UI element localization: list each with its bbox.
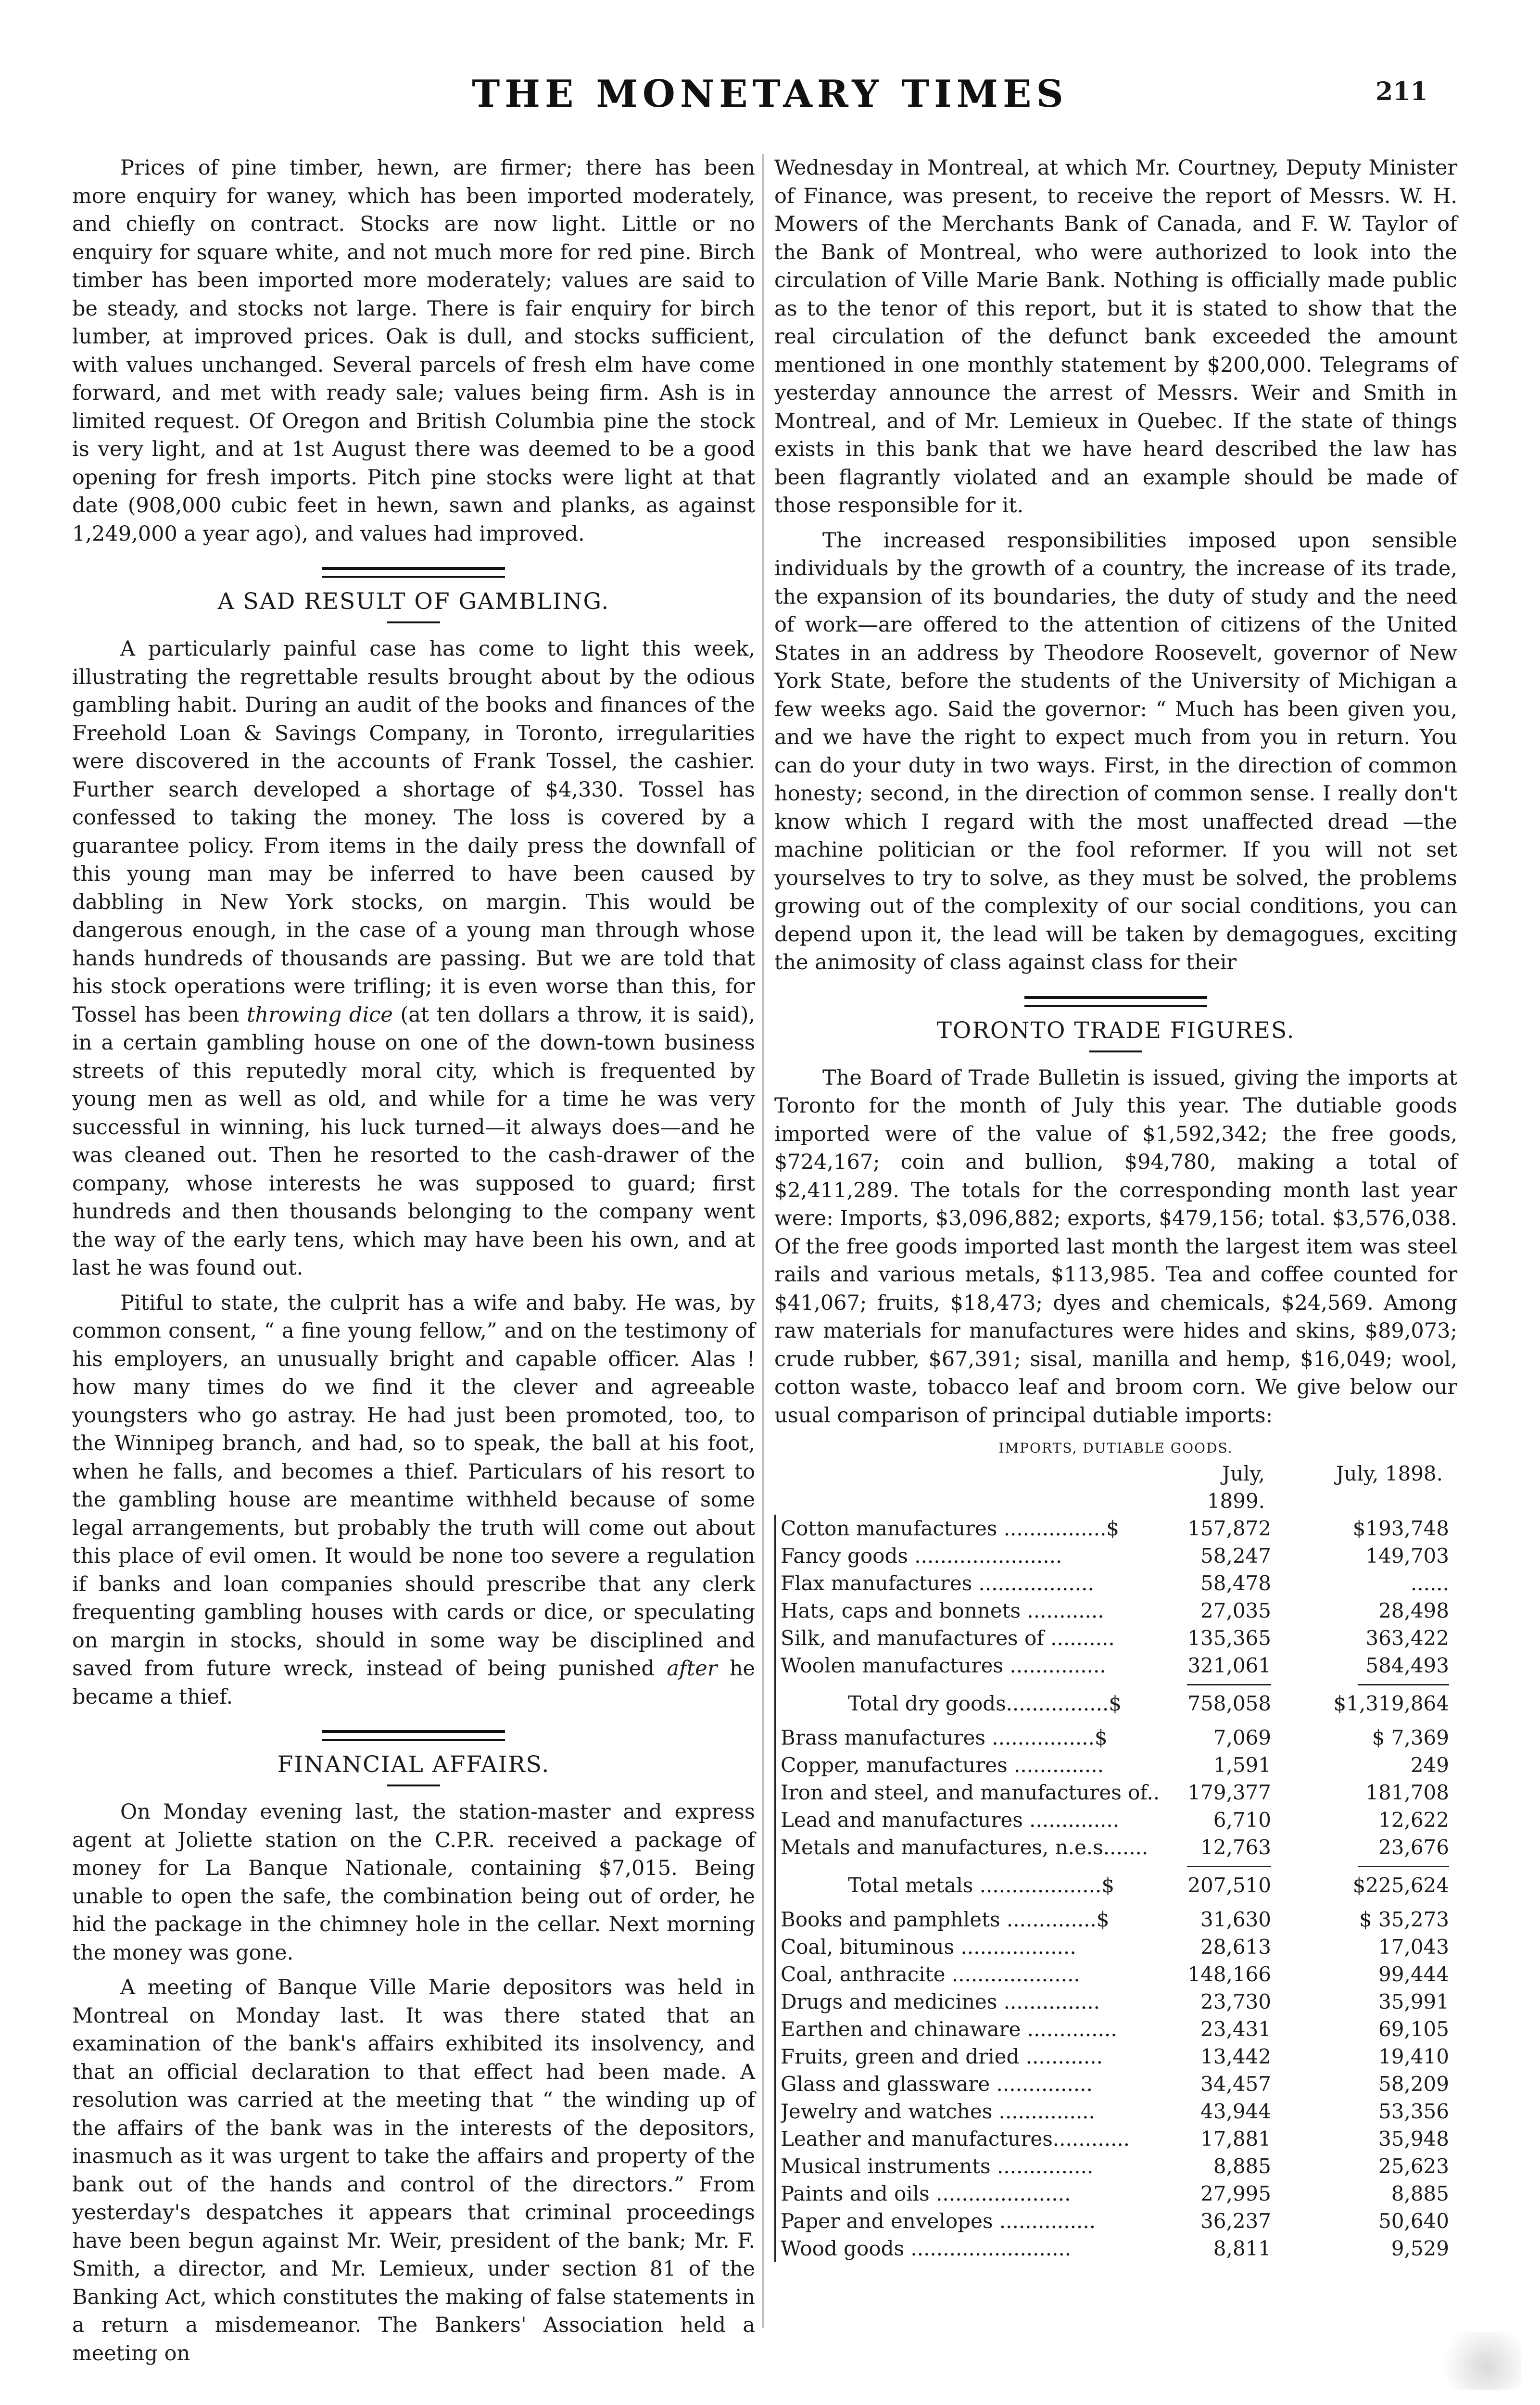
value-1899: 157,872 [1187,1517,1271,1540]
table-row [781,1961,1449,1988]
row-label: Wood goods ......................... [781,2237,1072,2260]
gambling-heading: A SAD RESULT OF GAMBLING. [217,588,610,615]
table-row [781,1906,1449,1933]
roosevelt-paragraph: The increased responsibilities imposed upon sensible individuals by the growth of a country, the increase of its trade, the expansion of its boundaries, the duty of study and the need of work—are offered to the attention of citizens of the United States in an address by Theodore Roosevelt, governor of New York State, before the students of the University of Michigan a few weeks ago. Said the governor: “ Much has been given you, and we have the right to expect much from you in return. You can do your duty in two ways. First, in the direction of common honesty; second, in the direction of common sense. I really don't know which I regard with the most unaffected dread —the machine politician or the fool reformer. If you will not set yourselves to try to solve, as they must be solved, the problems growing out of the complexity of our social conditions, you can depend upon it, the lead will be taken by demagogues, exciting the animosity of class against class for their [774,528,1457,975]
table-total-row [781,1872,1449,1899]
imports-table-title: IMPORTS, DUTIABLE GOODS. [998,1440,1233,1456]
value-1898: 363,422 [1365,1626,1449,1650]
subtotal-rule [781,1861,1449,1872]
row-label: Brass manufactures ................$ [781,1726,1108,1749]
value-1898: 17,043 [1378,1935,1449,1959]
table-row [781,2235,1449,2262]
table-row [781,1834,1449,1861]
row-label: Books and pamphlets ..............$ [781,1908,1110,1931]
row-label: Earthen and chinaware .............. [781,2017,1117,2041]
masthead: THE MONETARY TIMES [472,72,1068,116]
table-row [781,2043,1449,2070]
row-label: Musical instruments ............... [781,2154,1094,2178]
value-1899: 58,478 [1200,1571,1271,1595]
table-row [781,2070,1449,2098]
value-1899: 207,510 [1187,1873,1271,1897]
row-label: Metals and manufactures, n.e.s....... [781,1835,1149,1859]
row-gap [781,1717,1449,1724]
table-total-row [781,1690,1449,1717]
column-header-1898: July, 1898. [1336,1462,1443,1485]
value-1899: 23,730 [1200,1990,1271,2013]
value-1899: 1,591 [1213,1753,1271,1777]
row-label: Woolen manufactures ............... [781,1654,1106,1677]
financial-paragraph-1: On Monday evening last, the station-master and express agent at Joliette station on the C.P.R. received a package of money for La Banque Nationale, containing $7,015. Being unable to open the safe, the combination being out of order, he hid the package in the chimney hole in the cellar. Next morning the money was gone. [72,1800,755,1965]
row-label: Fancy goods ....................... [781,1544,1062,1568]
value-1898: 584,493 [1365,1654,1449,1677]
value-1899: 179,377 [1187,1781,1271,1804]
row-label: Flax manufactures .................. [781,1571,1094,1595]
column-divider [762,154,764,2328]
value-1899: 13,442 [1200,2045,1271,2068]
imports-table [774,1515,1457,2262]
row-label: Leather and manufactures............ [781,2127,1130,2151]
value-1899: 758,058 [1187,1692,1271,1715]
row-gap [781,1899,1449,1906]
emphasis-text: after [667,1657,718,1681]
value-1898: 12,622 [1378,1808,1449,1832]
value-1899: 43,944 [1200,2100,1271,2123]
row-label: Total metals ...................$ [848,1873,1115,1897]
row-label: Copper, manufactures .............. [781,1753,1104,1777]
value-1898: 249 [1410,1753,1449,1777]
value-1898: $ 7,369 [1372,1726,1449,1749]
gambling-paragraph-2: Pitiful to state, the culprit has a wife and baby. He was, by common consent, “ a fine young fellow,” and on the testimony of his employers, an unusually bright and capable officer. Alas ! how many times do we find it the clever and agreeable youngsters who go astray. He had just been promoted, too, to the Winnipeg branch, and had, so to speak, the ball at his foot, when he falls, and becomes a thief. Particulars of his resort to the gambling house are meantime withheld because of some legal arrangements, but probably the truth will come out about this place of evil omen. It would be none too severe a regulation if banks and loan companies should prescribe that any clerk frequenting gambling houses with cards or dice, or speculating on margin in stocks, should in some way be disciplined and saved from future wreck, instead of being punished after he became a thief. [72,1291,755,1709]
paper-stain [1434,2332,1521,2390]
row-label: Paints and oils ..................... [781,2182,1071,2205]
value-1898: $225,624 [1352,1873,1449,1897]
imports-table-body [776,1515,1449,2262]
table-row [781,1724,1449,1751]
value-1899: 17,881 [1200,2127,1271,2151]
toronto-paragraph: The Board of Trade Bulletin is issued, giving the imports at Toronto for the month of July this year. The dutiable goods imported were of the value of $1,592,342; the free goods, $724,167; coin and bullion, $94,780, making a total of $2,411,289. The totals for the corresponding month last year were: Imports, $3,096,882; exports, $479,156; total. $3,576,038. Of the free goods imported last month the largest item was steel rails and various metals, $113,985. Tea and coffee counted for $41,067; fruits, $18,473; dyes and chemicals, $24,569. Among raw materials for manufactures were hides and skins, $89,073; crude rubber, $67,391; sisal, manilla and hemp, $16,049; wool, cotton waste, tobacco leaf and broom corn. We give below our usual comparison of principal dutiable imports: [774,1065,1457,1428]
table-row [781,1988,1449,2015]
value-1898: 149,703 [1365,1544,1449,1568]
column-header-1899: July, 1899. [1207,1462,1265,1513]
subtotal-rule [781,1679,1449,1690]
row-label: Total dry goods................$ [848,1692,1122,1715]
value-1899: 135,365 [1187,1626,1271,1650]
value-1899: 148,166 [1187,1962,1271,1986]
row-label: Cotton manufactures ................$ [781,1517,1120,1540]
value-1898: 53,356 [1378,2100,1449,2123]
table-row [781,2125,1449,2152]
row-label: Lead and manufactures .............. [781,1808,1120,1832]
gambling-paragraph-1: A particularly painful case has come to light this week, illustrating the regrettable results brought about by the odious gambling habit. During an audit of the books and finances of the Freehold Loan & Savings Company, in Toronto, irregularities were discovered in the accounts of Frank Tossel, the cashier. Further search developed a shortage of $4,330. Tossel has confessed to taking the money. The loss is covered by a guarantee policy. From items in the daily press the downfall of this young man may be inferred to have been caused by dabbling in New York stocks, on margin. This would be dangerous enough, in the case of a young man through whose hands hundreds of thousands are passing. But we are told that his stock operations were trifling; it is even worse than this, for Tossel has been throwing dice (at ten dollars a throw, it is said), in a certain gambling house on one of the down-town business streets of this reputedly moral city, which is frequented by young men as well as old, and while for a time he was very successful in winning, his luck turned—it always does—and he was cleaned out. Then he resorted to the cash-drawer of the company, whose interests he was supposed to guard; first hundreds and then thousands belonging to the company went the way of the early tens, which may have been his own, and at last he was found out. [72,637,756,1280]
value-1899: 8,811 [1213,2237,1271,2260]
section-divider [322,1730,505,1741]
value-1899: 27,995 [1200,2182,1271,2205]
table-row [781,1515,1449,1542]
section-divider [322,567,505,578]
value-1898: 35,948 [1378,2127,1449,2151]
heading-underline [387,1785,440,1786]
table-row [781,2207,1449,2235]
value-1898: ...... [1410,1571,1449,1595]
value-1899: 12,763 [1200,1835,1271,1859]
table-row [781,1624,1449,1652]
value-1899: 28,613 [1200,1935,1271,1959]
value-1898: 35,991 [1378,1990,1449,2013]
row-label: Fruits, green and dried ............ [781,2045,1103,2068]
financial-heading: FINANCIAL AFFAIRS. [277,1751,550,1778]
row-label: Drugs and medicines ............... [781,1990,1100,2013]
value-1898: 25,623 [1378,2154,1449,2178]
table-row [781,2180,1449,2207]
value-1899: 58,247 [1200,1544,1271,1568]
value-1898: $1,319,864 [1333,1692,1449,1715]
value-1898: $193,748 [1352,1517,1449,1540]
table-row [781,1933,1449,1961]
value-1899: 31,630 [1200,1908,1271,1931]
section-divider [1024,996,1207,1007]
row-label: Coal, bituminous .................. [781,1935,1076,1959]
table-row [781,1751,1449,1779]
row-label: Paper and envelopes ............... [781,2209,1096,2233]
value-1898: 50,640 [1378,2209,1449,2233]
table-row [781,1779,1449,1806]
table-row [781,1542,1449,1570]
value-1898: 69,105 [1378,2017,1449,2041]
value-1899: 321,061 [1187,1654,1271,1677]
value-1899: 23,431 [1200,2017,1271,2041]
value-1898: 28,498 [1378,1599,1449,1622]
row-label: Iron and steel, and manufactures of.. [781,1781,1160,1804]
row-label: Silk, and manufactures of .......... [781,1626,1115,1650]
value-1899: 7,069 [1213,1726,1271,1749]
table-row [781,1570,1449,1597]
table-row [781,2152,1449,2180]
value-1898: 181,708 [1365,1781,1449,1804]
heading-underline [387,621,440,623]
pine-timber-paragraph: Prices of pine timber, hewn, are firmer; there has been more enquiry for waney, which has been imported moderately, and chiefly on contract. Stocks are now light. Little or no enquiry for square white, and not much more for red pine. Birch timber has been imported more moderately; values are said to be steady, and stocks not large. There is fair enquiry for birch lumber, at improved prices. Oak is dull, and stocks sufficient, with values unchanged. Several parcels of fresh elm have come forward, and met with ready sale; values being firm. Ash is in limited request. Of Oregon and British Columbia pine the stock is very light, and at 1st August there was deemed to be a good opening for fresh imports. Pitch pine stocks were light at that date (908,000 cubic feet in hewn, sawn and planks, as against 1,249,000 a year ago), and values had improved. [72,156,755,546]
table-row [781,1652,1449,1679]
continuation-paragraph: Wednesday in Montreal, at which Mr. Courtney, Deputy Minister of Finance, was present, to receive the report of Messrs. W. H. Mowers of the Merchants Bank of Canada, and F. W. Taylor of the Bank of Montreal, who were authorized to look into the circulation of Ville Marie Bank. Nothing is officially made public as to the tenor of this report, but it is stated to show that the real circulation of the defunct bank exceeded the amount mentioned in one monthly statement by $200,000. Telegrams of yesterday announce the arrest of Messrs. Weir and Smith in Montreal, and of Mr. Lemieux in Quebec. If the state of things exists in this bank that we have heard described the law has been flagrantly violated and an example should be made of those responsible for it. [774,156,1457,518]
row-label: Coal, anthracite .................... [781,1962,1080,1986]
table-row [781,2098,1449,2125]
page-number: 211 [1376,77,1428,106]
value-1898: 19,410 [1378,2045,1449,2068]
right-column [774,154,1457,2262]
value-1899: 27,035 [1200,1599,1271,1622]
value-1898: 9,529 [1391,2237,1449,2260]
value-1899: 6,710 [1213,1808,1271,1832]
table-row [781,1806,1449,1834]
value-1899: 34,457 [1200,2072,1271,2096]
toronto-heading: TORONTO TRADE FIGURES. [936,1017,1295,1044]
table-row [781,2015,1449,2043]
table-row [781,1597,1449,1624]
row-label: Glass and glassware ............... [781,2072,1093,2096]
value-1898: 8,885 [1391,2182,1449,2205]
value-1898: 99,444 [1378,1962,1449,1986]
heading-underline [1089,1051,1142,1052]
left-column [72,154,755,2374]
emphasis-text: throwing dice [247,1002,393,1027]
value-1898: 58,209 [1378,2072,1449,2096]
value-1899: 8,885 [1213,2154,1271,2178]
financial-paragraph-2: A meeting of Banque Ville Marie depositors was held in Montreal on Monday last. It was there stated that an examination of the bank's affairs exhibited its insolvency, and that an official declaration to that effect had been made. A resolution was carried at the meeting that “ the winding up of the affairs of the bank was in the interests of the depositors, inasmuch as it was urgent to take the affairs and property of the bank out of the hands and control of the directors.” From yesterday's despatches it appears that criminal proceedings have been begun against Mr. Weir, president of the bank; Mr. F. Smith, a director, and Mr. Lemieux, under section 81 of the Banking Act, which constitutes the making of false statements in a return a misdemeanor. The Bankers' Association held a meeting on [72,1975,755,2366]
value-1898: $ 35,273 [1359,1908,1449,1931]
imports-table-header [774,1460,1457,1515]
row-label: Hats, caps and bonnets ............ [781,1599,1104,1622]
row-label: Jewelry and watches ............... [781,2100,1095,2123]
value-1899: 36,237 [1200,2209,1271,2233]
value-1898: 23,676 [1378,1835,1449,1859]
